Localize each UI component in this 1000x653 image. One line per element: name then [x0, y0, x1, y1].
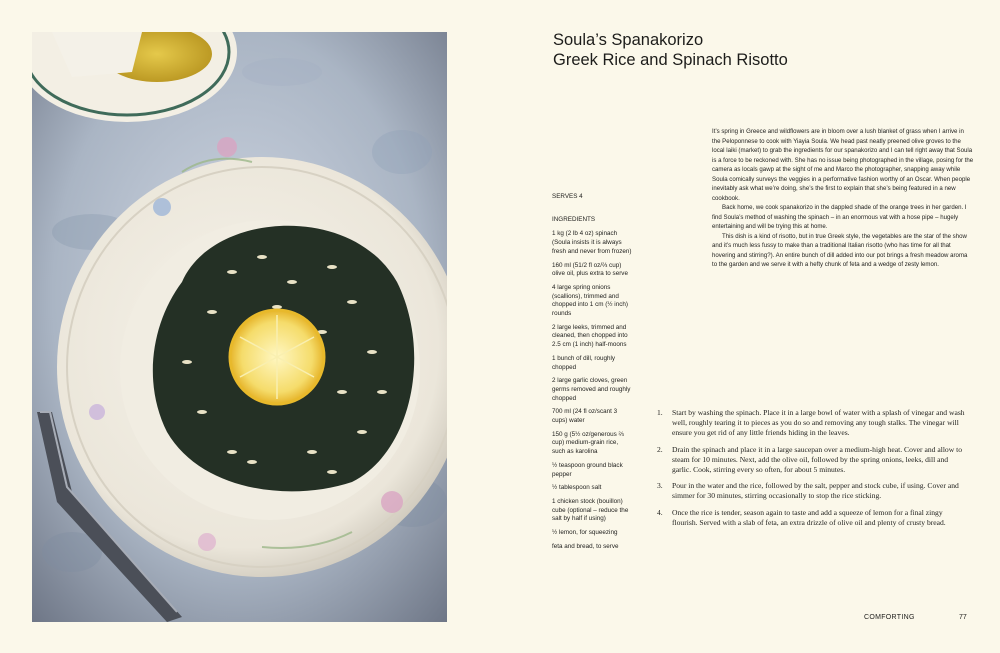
step-text: Once the rice is tender, season again to taste and add a squeeze of lemon for a final zingy flourish. Served with a slab of feta, an extra drizzle of olive oil and plenty of crusty bread. — [672, 507, 946, 527]
method-step — [657, 408, 967, 439]
recipe-intro — [712, 127, 974, 270]
ingredient-item: 150 g (5½ oz/generous ⅔ cup) medium-grain rice, such as karolina — [552, 430, 624, 456]
page-number: 77 — [959, 614, 967, 621]
recipe-subtitle: Greek Rice and Spinach Risotto — [553, 51, 788, 69]
intro-paragraph: It’s spring in Greece and wildflowers are in bloom over a lush blanket of grass when I arrive in the Peloponnese to cook with Yiayia Soula. We head past neatly preened olive groves to the local laiki (market) to grab the ingredients for our spanakorizo and I can tell right away that Soula is a force to be reckoned with. She has no issue being photographed in the village, posing for the camera as locals gawp at the sight of me and Marco the photographer, snapping away while Soula comically surveys the veggies in a performative fashion worthy of an Oscar. When people inevitably ask what we’re doing, she’s the first to explain that she’s being featured in a new cookbook. — [712, 128, 974, 202]
ingredients-column — [552, 193, 632, 557]
serves-label: SERVES 4 — [552, 193, 583, 200]
method-step — [657, 508, 967, 528]
ingredient-item: ½ teaspoon ground black pepper — [552, 461, 623, 478]
ingredients-heading: INGREDIENTS — [552, 215, 596, 223]
method-steps — [657, 408, 967, 534]
ingredient-item: 1 bunch of dill, roughly chopped — [552, 354, 616, 371]
recipe-title — [553, 30, 788, 70]
dish-photo — [32, 32, 447, 622]
ingredient-item: 700 ml (24 fl oz/scant 3 cups) water — [552, 408, 618, 425]
ingredient-item: 1 chicken stock (bouillon) cube (optional – reduce the salt by half if using) — [552, 497, 629, 523]
step-text: Pour in the water and the rice, followed by the salt, pepper and stock cube, if using. Cover and simmer for 30 minutes, stirring occasionally to stop the rice sticking. — [672, 481, 959, 501]
method-step — [657, 445, 967, 476]
ingredient-item: 4 large spring onions (scallions), trimmed and chopped into 1 cm (½ inch) rounds — [552, 283, 628, 318]
ingredient-item: 160 ml (51/2 fl oz/⅔ cup) olive oil, plus extra to serve — [552, 261, 628, 278]
ingredient-item: feta and bread, to serve — [552, 542, 619, 550]
intro-paragraph: Back home, we cook spanakorizo in the dappled shade of the orange trees in her garden. I find Soula’s method of washing the spinach – in an enormous vat with a hose pipe – hugely entertaining and will be trying this at home. — [712, 204, 967, 230]
ingredient-item: 1 kg (2 lb 4 oz) spinach (Soula insists it is always fresh and never from frozen) — [552, 230, 632, 255]
method-step — [657, 481, 967, 501]
step-number: 2. — [657, 444, 663, 454]
intro-paragraph: This dish is a kind of risotto, but in true Greek style, the vegetables are the star of the show and it’s much less fussy to make than a traditional Italian risotto (who has time for all that hovering and stirring?). An entire bunch of dill added into our pot brings a fresh meadow aroma to the garden and we serve it with a hefty chunk of feta and a wedge of zesty lemon. — [712, 232, 968, 268]
step-number: 3. — [657, 481, 663, 491]
ingredient-item: ½ tablespoon salt — [552, 484, 602, 492]
recipe-name: Soula’s Spanakorizo — [553, 31, 704, 49]
step-number: 4. — [657, 507, 663, 517]
ingredient-item: 2 large leeks, trimmed and cleaned, then chopped into 2.5 cm (1 inch) half-moons — [552, 323, 628, 349]
footer-section-name: COMFORTING — [864, 614, 915, 621]
ingredient-item: 2 large garlic cloves, green germs removed and roughly chopped — [552, 377, 631, 402]
step-text: Drain the spinach and place it in a large saucepan over a medium-high heat. Cover and allow to steam for 10 minutes. Next, add the olive oil, followed by the spring onions, leeks, dill and garlic. Cook, stirring every so often, for about 5 minutes. — [672, 444, 963, 475]
step-number: 1. — [657, 408, 663, 417]
ingredient-item: ½ lemon, for squeezing — [552, 529, 618, 537]
step-text: Start by washing the spinach. Place it in a large bowl of water with a splash of vinegar and wash well, roughly tearing it to pieces as you do so and removing any tough stalks. The vinegar will ensure you get rid of any little friends hiding in the leaves. — [672, 408, 965, 438]
